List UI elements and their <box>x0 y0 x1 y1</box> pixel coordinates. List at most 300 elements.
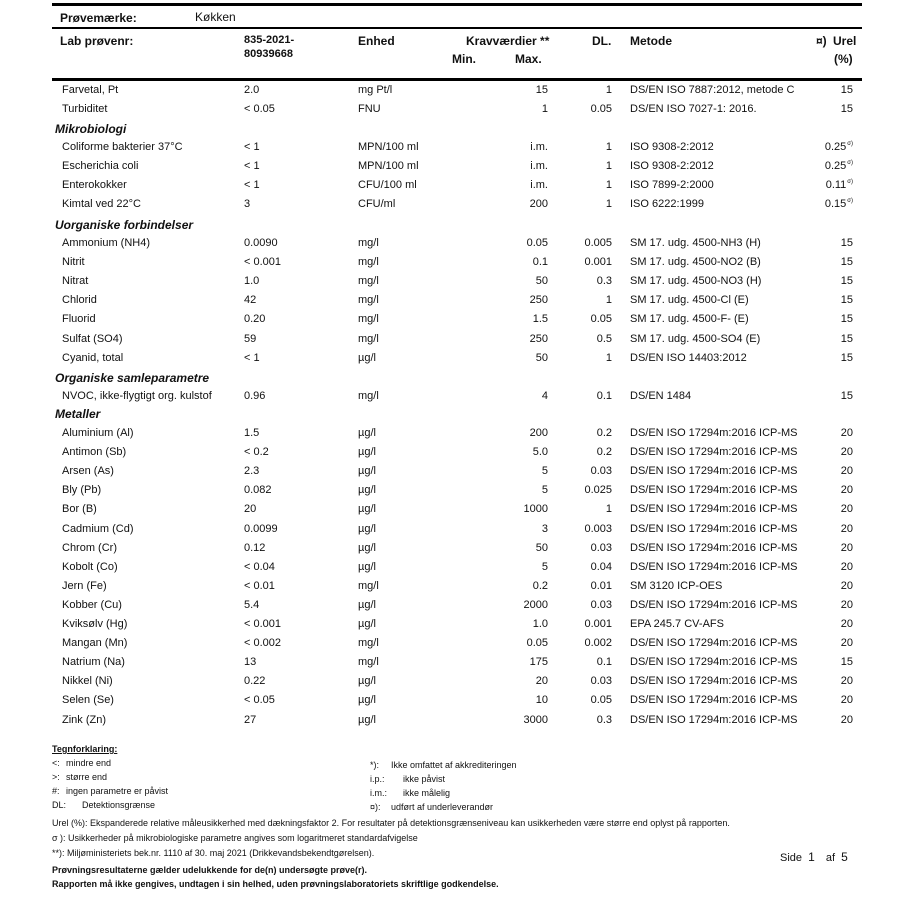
result-value <box>244 465 259 477</box>
footnote-sigma: σ ): Usikkerheder på mikrobiologiske parametre angives som logaritmeret standardafvigelse <box>52 833 418 843</box>
detection-limit-text: 0.002 <box>584 637 612 650</box>
urel <box>841 714 853 726</box>
method-text: DS/EN ISO 17294m:2016 ICP-MS <box>630 598 798 611</box>
col-urel-header: Urel <box>833 34 857 48</box>
detection-limit-text: 0.1 <box>596 656 612 669</box>
detection-limit-text: 0.001 <box>584 618 612 630</box>
lab-no-label: Lab prøvenr: <box>60 34 134 48</box>
method <box>630 675 798 687</box>
detection-limit-text: 0.03 <box>590 675 612 688</box>
urel <box>841 256 853 268</box>
detection-limit-text: 0.3 <box>596 713 612 726</box>
detection-limit <box>591 465 612 477</box>
method <box>630 637 798 649</box>
method <box>630 427 798 439</box>
unit <box>358 484 376 496</box>
legend-text: mindre end <box>66 758 112 768</box>
method-text: SM 17. udg. 4500-NH3 (H) <box>630 237 761 249</box>
unit-text: µg/l <box>358 465 376 478</box>
section-heading: Metaller <box>55 407 101 421</box>
urel <box>841 313 853 325</box>
method <box>630 198 704 210</box>
table-row <box>0 427 904 446</box>
parameter-name-text: Coliforme bakterier 37°C <box>62 141 183 153</box>
result-value <box>244 141 260 153</box>
legend-symbol: >: <box>52 772 60 782</box>
method-text: DS/EN ISO 17294m:2016 ICP-MS <box>630 503 798 516</box>
unit-text: µg/l <box>358 446 376 459</box>
result-value-text: < 0.001 <box>244 256 282 269</box>
max-value-text: 0.2 <box>532 579 548 592</box>
parameter-name <box>62 313 96 325</box>
detection-limit-text: 0.03 <box>590 598 612 611</box>
parameter-name-text: Antimon (Sb) <box>62 446 127 459</box>
result-value <box>244 542 265 554</box>
legend-text: større end <box>66 772 108 782</box>
parameter-name-text: Mangan (Mn) <box>62 637 128 650</box>
parameter-name <box>62 84 118 96</box>
max-value-text: 1.0 <box>532 618 548 630</box>
result-value <box>244 675 265 687</box>
parameter-name-text: Bor (B) <box>62 503 97 516</box>
table-row <box>0 352 904 371</box>
col-min-header: Min. <box>452 52 476 66</box>
parameter-name-text: Chlorid <box>62 294 97 307</box>
detection-limit-text: 0.1 <box>596 390 612 402</box>
urel-text: 20 <box>840 446 853 459</box>
urel-text: 20 <box>840 503 853 516</box>
urel <box>841 427 853 439</box>
table-row <box>0 446 904 465</box>
lab-no-line2: 80939668 <box>244 48 293 60</box>
urel <box>841 103 853 115</box>
urel-text: 20 <box>840 713 853 726</box>
detection-limit <box>597 714 612 726</box>
method-text: DS/EN ISO 17294m:2016 ICP-MS <box>630 637 798 650</box>
legend-symbol: i.p.: <box>370 774 385 784</box>
parameter-name-text: Kimtal ved 22°C <box>62 198 141 211</box>
legend-symbol: ¤): <box>370 802 381 812</box>
method-text: DS/EN ISO 17294m:2016 ICP-MS <box>630 675 798 688</box>
detection-limit <box>591 694 612 706</box>
result-value-text: 0.0090 <box>244 237 278 249</box>
table-row <box>0 694 904 713</box>
unit <box>358 561 376 573</box>
urel <box>825 160 853 172</box>
detection-limit <box>591 580 612 592</box>
method <box>630 523 798 535</box>
max-value-text: 20 <box>535 675 548 688</box>
unit-text: mg/l <box>358 579 379 592</box>
unit-text: MPN/100 ml <box>358 141 419 153</box>
table-row <box>0 465 904 484</box>
detection-limit-text: 0.01 <box>590 579 612 592</box>
detection-limit <box>606 179 612 191</box>
max-value-text: 0.05 <box>526 237 548 249</box>
detection-limit-text: 0.3 <box>596 275 612 288</box>
unit <box>358 84 392 96</box>
detection-limit <box>606 352 612 364</box>
unit-text: mg/l <box>358 313 379 326</box>
table-row <box>0 333 904 352</box>
detection-limit <box>584 484 612 496</box>
detection-limit-text: 0.05 <box>590 694 612 707</box>
urel-text: 20 <box>840 427 853 439</box>
method <box>630 465 798 477</box>
top-rule <box>52 3 862 6</box>
detection-limit <box>606 84 612 96</box>
urel <box>841 580 853 592</box>
legend-symbol: i.m.: <box>370 788 387 798</box>
max-value <box>524 503 548 515</box>
parameter-name <box>62 141 183 153</box>
unit-text: MPN/100 ml <box>358 160 419 173</box>
urel-text: 15 <box>840 275 853 288</box>
parameter-name <box>62 103 107 115</box>
unit-text: µg/l <box>358 427 376 439</box>
method-text: EPA 245.7 CV-AFS <box>630 618 724 630</box>
max-value-text: 1.5 <box>532 313 548 326</box>
parameter-name <box>62 675 113 687</box>
max-value-text: 10 <box>535 694 548 707</box>
method <box>630 103 757 115</box>
detection-limit <box>584 256 612 268</box>
unit-text: mg/l <box>358 294 379 307</box>
detection-limit <box>606 141 612 153</box>
unit-text: mg/l <box>358 237 379 249</box>
max-value <box>530 141 548 153</box>
footnote-stars: **): Miljøministeriets bek.nr. 1110 af 30. maj 2021 (Drikkevandsbekendtgørelsen). <box>52 848 375 858</box>
result-value <box>244 275 259 287</box>
unit <box>358 103 381 115</box>
urel-text: 20 <box>840 522 853 535</box>
unit <box>358 390 379 402</box>
parameter-name <box>62 446 126 458</box>
sample-mark-label: Prøvemærke: <box>60 11 137 25</box>
method-text: SM 17. udg. 4500-NO3 (H) <box>630 275 762 288</box>
parameter-name-text: Cyanid, total <box>62 351 124 364</box>
urel <box>841 237 853 249</box>
legend-symbol: *): <box>370 760 379 770</box>
urel <box>841 333 853 345</box>
col-urel-prefix: ¤) <box>816 34 827 48</box>
parameter-name-text: NVOC, ikke-flygtigt org. kulstof <box>62 390 212 402</box>
method-text: DS/EN ISO 17294m:2016 ICP-MS <box>630 656 798 669</box>
unit <box>358 599 376 611</box>
max-value <box>533 256 548 268</box>
urel <box>841 694 853 706</box>
method <box>630 446 798 458</box>
result-value-text: 0.96 <box>244 390 266 402</box>
method-text: SM 17. udg. 4500-SO4 (E) <box>630 332 761 345</box>
table-row <box>0 618 904 637</box>
urel <box>841 484 853 496</box>
urel <box>841 599 853 611</box>
result-value-text: < 1 <box>244 160 260 173</box>
parameter-name <box>62 352 123 364</box>
result-value <box>244 656 256 668</box>
method <box>630 352 747 364</box>
result-value-text: 2.3 <box>244 465 260 478</box>
parameter-name <box>62 656 125 668</box>
urel-text: 15 <box>840 351 853 364</box>
max-value <box>527 637 548 649</box>
max-value-text: 1 <box>541 103 548 116</box>
max-value-text: 5.0 <box>532 446 548 459</box>
result-value <box>244 237 278 249</box>
method <box>630 618 724 630</box>
method-text: DS/EN ISO 7887:2012, metode C <box>630 84 795 96</box>
parameter-name-text: Aluminium (Al) <box>62 427 134 439</box>
result-value-text: < 0.01 <box>244 579 275 592</box>
parameter-name-text: Fluorid <box>62 313 96 326</box>
parameter-name-text: Bly (Pb) <box>62 484 102 497</box>
parameter-name-text: Selen (Se) <box>62 694 114 707</box>
result-value <box>244 256 281 268</box>
urel-text: 0.15 <box>824 198 847 211</box>
max-value-text: 5 <box>541 560 548 573</box>
result-value <box>244 390 265 402</box>
detection-limit <box>597 427 612 439</box>
method-text: SM 17. udg. 4500-NO2 (B) <box>630 256 761 269</box>
unit-text: µg/l <box>358 484 376 497</box>
urel-note: σ) <box>847 160 853 167</box>
max-value <box>530 160 548 172</box>
detection-limit-text: 0.5 <box>596 332 612 345</box>
detection-limit <box>591 561 612 573</box>
result-value-text: 2.0 <box>244 84 260 96</box>
max-value-text: 250 <box>529 332 548 345</box>
parameter-name-text: Turbiditet <box>62 103 108 116</box>
detection-limit-text: 0.001 <box>584 256 612 269</box>
result-value <box>244 352 260 364</box>
method <box>630 237 761 249</box>
max-value <box>536 675 548 687</box>
max-value <box>533 313 548 325</box>
method-text: DS/EN ISO 17294m:2016 ICP-MS <box>630 522 798 535</box>
parameter-name <box>62 198 141 210</box>
method <box>630 256 761 268</box>
result-value <box>244 694 275 706</box>
unit <box>358 523 376 535</box>
unit-text: µg/l <box>358 541 376 554</box>
result-value <box>244 198 250 210</box>
detection-limit <box>584 237 612 249</box>
unit <box>358 503 376 515</box>
unit <box>358 256 379 268</box>
parameter-name <box>62 714 106 726</box>
table-row <box>0 561 904 580</box>
method <box>630 656 798 668</box>
col-urel-unit: (%) <box>834 52 853 66</box>
unit <box>358 427 376 439</box>
max-value <box>533 446 548 458</box>
method <box>630 561 798 573</box>
method-text: ISO 6222:1999 <box>630 198 705 211</box>
table-row <box>0 313 904 332</box>
max-value <box>542 561 548 573</box>
legend-text: ikke påvist <box>403 774 446 784</box>
max-value-text: 4 <box>541 390 548 402</box>
unit-text: µg/l <box>358 351 376 364</box>
parameter-name <box>62 542 117 554</box>
method <box>630 275 761 287</box>
unit <box>358 656 379 668</box>
result-value <box>244 333 256 345</box>
max-value <box>530 294 548 306</box>
detection-limit <box>606 503 612 515</box>
method <box>630 542 798 554</box>
detection-limit-text: 1 <box>605 294 612 307</box>
method-text: DS/EN ISO 17294m:2016 ICP-MS <box>630 713 798 726</box>
urel-text: 20 <box>840 484 853 497</box>
result-value-text: < 0.001 <box>244 618 282 630</box>
urel-text: 20 <box>840 694 853 707</box>
legend-symbol: #: <box>52 786 60 796</box>
method <box>630 390 691 402</box>
detection-limit <box>591 103 612 115</box>
method-text: DS/EN ISO 17294m:2016 ICP-MS <box>630 446 798 459</box>
max-value-text: 175 <box>529 656 548 669</box>
col-dl-header: DL. <box>592 34 612 48</box>
urel <box>841 637 853 649</box>
unit-text: mg Pt/l <box>358 84 393 96</box>
urel <box>841 465 853 477</box>
result-value <box>244 427 259 439</box>
urel <box>841 390 853 402</box>
parameter-name <box>62 390 212 402</box>
max-value <box>530 427 548 439</box>
unit-text: mg/l <box>358 332 379 345</box>
urel-note: σ) <box>847 198 853 205</box>
max-value-text: i.m. <box>530 160 548 173</box>
max-value-text: i.m. <box>530 141 548 153</box>
unit <box>358 294 379 306</box>
max-value <box>542 103 548 115</box>
detection-limit <box>597 390 612 402</box>
page-side-label: Side <box>780 852 803 864</box>
parameter-name <box>62 580 107 592</box>
parameter-name-text: Escherichia coli <box>62 160 139 173</box>
urel <box>841 675 853 687</box>
urel-text: 20 <box>840 560 853 573</box>
urel-text: 15 <box>840 390 853 402</box>
unit <box>358 542 376 554</box>
method <box>630 333 760 345</box>
result-value-text: 20 <box>244 503 257 516</box>
table-row <box>0 523 904 542</box>
max-value <box>530 656 548 668</box>
unit <box>358 675 376 687</box>
method-text: DS/EN ISO 7027-1: 2016. <box>630 103 757 116</box>
urel <box>841 656 853 668</box>
detection-limit <box>597 275 612 287</box>
urel-text: 0.25 <box>824 160 847 173</box>
table-row <box>0 141 904 160</box>
parameter-name-text: Enterokokker <box>62 179 127 192</box>
max-value-text: 50 <box>535 541 548 554</box>
table-row <box>0 390 904 409</box>
unit <box>358 179 417 191</box>
method-text: SM 17. udg. 4500-Cl (E) <box>630 294 749 307</box>
urel-text: 0.11 <box>825 179 847 192</box>
unit-text: µg/l <box>358 713 376 726</box>
detection-limit-text: 0.05 <box>590 313 612 326</box>
unit-text: CFU/100 ml <box>358 179 417 192</box>
detection-limit-text: 0.03 <box>590 541 612 554</box>
urel <box>841 542 853 554</box>
result-value <box>244 523 278 535</box>
table-row <box>0 275 904 294</box>
table-row <box>0 656 904 675</box>
unit <box>358 352 376 364</box>
unit-text: µg/l <box>358 675 376 688</box>
table-row <box>0 160 904 179</box>
detection-limit <box>584 523 612 535</box>
detection-limit-text: 1 <box>605 179 612 192</box>
urel-text: 15 <box>840 313 853 326</box>
urel-text: 20 <box>840 618 853 630</box>
table-row <box>0 84 904 103</box>
table-row <box>0 580 904 599</box>
col-requirements-header: Kravværdier ** <box>466 34 550 48</box>
method-text: ISO 9308-2:2012 <box>630 141 714 153</box>
unit <box>358 446 376 458</box>
unit <box>358 275 379 287</box>
detection-limit-text: 0.003 <box>584 522 612 535</box>
max-value-text: i.m. <box>530 179 548 192</box>
unit-text: µg/l <box>358 694 376 707</box>
method <box>630 484 798 496</box>
method-text: DS/EN ISO 17294m:2016 ICP-MS <box>630 465 798 478</box>
unit <box>358 237 379 249</box>
parameter-name-text: Farvetal, Pt <box>62 84 119 96</box>
urel-text: 15 <box>840 237 853 249</box>
method-text: ISO 9308-2:2012 <box>630 160 714 173</box>
detection-limit-text: 1 <box>605 141 612 153</box>
parameter-name <box>62 465 114 477</box>
unit <box>358 313 379 325</box>
max-value <box>542 484 548 496</box>
detection-limit-text: 0.04 <box>590 560 612 573</box>
max-value-text: 3 <box>541 522 548 535</box>
page-of-label: af <box>825 852 836 864</box>
max-value <box>542 465 548 477</box>
parameter-name-text: Nitrat <box>62 275 89 288</box>
table-row <box>0 198 904 217</box>
parameter-name <box>62 503 97 515</box>
urel <box>841 294 853 306</box>
col-max-header: Max. <box>515 52 542 66</box>
method-text: DS/EN ISO 17294m:2016 ICP-MS <box>630 560 798 573</box>
method <box>630 294 749 306</box>
method <box>630 714 798 726</box>
table-row <box>0 237 904 256</box>
result-value-text: < 1 <box>244 141 260 153</box>
urel-text: 20 <box>840 598 853 611</box>
detection-limit <box>597 656 612 668</box>
max-value <box>533 618 548 630</box>
page-current: 1 <box>808 850 815 864</box>
result-value <box>244 580 275 592</box>
unit-text: mg/l <box>358 256 379 269</box>
result-value <box>244 103 275 115</box>
section-heading: Mikrobiologi <box>55 122 127 136</box>
detection-limit-text: 0.2 <box>596 427 612 439</box>
result-value-text: < 0.05 <box>244 694 275 707</box>
max-value <box>536 275 548 287</box>
result-value-text: < 1 <box>244 179 260 192</box>
